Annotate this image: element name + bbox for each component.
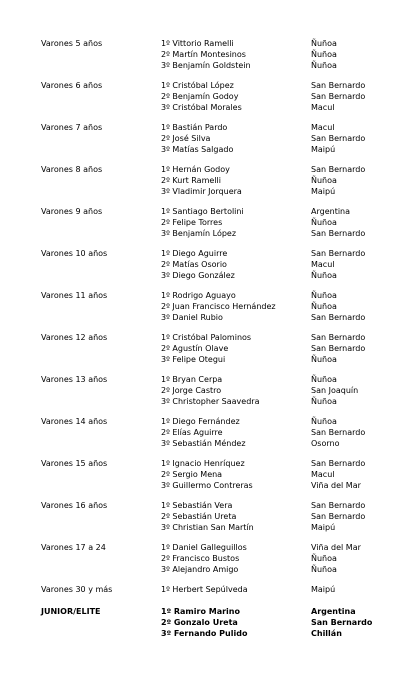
category-label: Varones 30 y más bbox=[41, 585, 113, 594]
athlete-name: 1º Cristóbal Palominos bbox=[161, 333, 252, 342]
athlete-name: 1º Bryan Cerpa bbox=[161, 375, 223, 384]
placings-list bbox=[161, 500, 391, 533]
placing-row bbox=[161, 301, 391, 312]
athlete-club: Ñuñoa bbox=[311, 375, 337, 384]
athlete-name: 1º Ignacio Henríquez bbox=[161, 459, 245, 468]
placing-row bbox=[161, 217, 391, 228]
athlete-club: Ñuñoa bbox=[311, 176, 337, 185]
athlete-name: 3º Diego González bbox=[161, 271, 235, 280]
category-group bbox=[41, 542, 391, 575]
results-list bbox=[41, 38, 391, 639]
athlete-club: Ñuñoa bbox=[311, 271, 337, 280]
athlete-club: Macul bbox=[311, 260, 335, 269]
placing-row bbox=[161, 49, 391, 60]
athlete-name: 1º Ramiro Marino bbox=[161, 607, 240, 616]
placing-row bbox=[161, 617, 391, 628]
athlete-club: San Bernardo bbox=[311, 512, 366, 521]
category-label: Varones 8 años bbox=[41, 165, 103, 174]
athlete-club: San Bernardo bbox=[311, 344, 366, 353]
placing-row bbox=[161, 164, 391, 175]
placing-row bbox=[161, 186, 391, 197]
placing-row bbox=[161, 396, 391, 407]
placings-list bbox=[161, 80, 391, 113]
athlete-club: San Bernardo bbox=[311, 333, 366, 342]
athlete-club: Ñuñoa bbox=[311, 302, 337, 311]
placings-list bbox=[161, 458, 391, 491]
placing-row bbox=[161, 542, 391, 553]
athlete-club: San Bernardo bbox=[311, 313, 366, 322]
athlete-club: San Bernardo bbox=[311, 165, 366, 174]
athlete-club: Ñuñoa bbox=[311, 39, 337, 48]
athlete-club: Ñuñoa bbox=[311, 61, 337, 70]
athlete-club: San Bernardo bbox=[311, 249, 366, 258]
placing-row bbox=[161, 259, 391, 270]
placings-list bbox=[161, 122, 391, 155]
athlete-club: Ñuñoa bbox=[311, 397, 337, 406]
placings-list bbox=[161, 374, 391, 407]
category-label: Varones 6 años bbox=[41, 81, 103, 90]
placing-row bbox=[161, 354, 391, 365]
category-label: Varones 17 a 24 bbox=[41, 543, 106, 552]
athlete-name: 1º Hernán Godoy bbox=[161, 165, 230, 174]
athlete-name: 2º Kurt Ramelli bbox=[161, 176, 221, 185]
placings-list bbox=[161, 416, 391, 449]
athlete-club: Macul bbox=[311, 123, 335, 132]
placing-row bbox=[161, 80, 391, 91]
category-group bbox=[41, 206, 391, 239]
athlete-club: Chillán bbox=[311, 629, 342, 638]
athlete-club: Maipú bbox=[311, 187, 336, 196]
athlete-club: Maipú bbox=[311, 145, 336, 154]
placings-list bbox=[161, 248, 391, 281]
athlete-name: 3º Benjamín Goldstein bbox=[161, 61, 251, 70]
placing-row bbox=[161, 270, 391, 281]
athlete-name: 1º Rodrigo Aguayo bbox=[161, 291, 236, 300]
category-group bbox=[41, 374, 391, 407]
athlete-name: 1º Diego Fernández bbox=[161, 417, 240, 426]
athlete-name: 3º Christian San Martín bbox=[161, 523, 254, 532]
athlete-club: San Bernardo bbox=[311, 459, 366, 468]
category-group bbox=[41, 606, 391, 639]
placings-list bbox=[161, 542, 391, 575]
category-group bbox=[41, 290, 391, 323]
athlete-club: Ñuñoa bbox=[311, 218, 337, 227]
athlete-name: 1º Cristóbal López bbox=[161, 81, 234, 90]
placings-list bbox=[161, 584, 391, 595]
placing-row bbox=[161, 606, 391, 617]
placing-row bbox=[161, 290, 391, 301]
category-group bbox=[41, 332, 391, 365]
placing-row bbox=[161, 343, 391, 354]
placing-row bbox=[161, 522, 391, 533]
athlete-name: 3º Fernando Pulido bbox=[161, 629, 248, 638]
placing-row bbox=[161, 91, 391, 102]
athlete-club: San Bernardo bbox=[311, 618, 373, 627]
athlete-club: Viña del Mar bbox=[311, 543, 361, 552]
athlete-club: Ñuñoa bbox=[311, 565, 337, 574]
athlete-name: 3º Guillermo Contreras bbox=[161, 481, 253, 490]
placing-row bbox=[161, 458, 391, 469]
category-group bbox=[41, 584, 391, 595]
placing-row bbox=[161, 438, 391, 449]
athlete-name: 1º Herbert Sepúlveda bbox=[161, 585, 248, 594]
athlete-club: San Bernardo bbox=[311, 428, 366, 437]
athlete-club: Ñuñoa bbox=[311, 554, 337, 563]
placing-row bbox=[161, 374, 391, 385]
athlete-name: 1º Bastián Pardo bbox=[161, 123, 228, 132]
athlete-club: Ñuñoa bbox=[311, 417, 337, 426]
placing-row bbox=[161, 553, 391, 564]
athlete-club: Macul bbox=[311, 103, 335, 112]
athlete-name: 2º Matías Osorio bbox=[161, 260, 227, 269]
placings-list bbox=[161, 332, 391, 365]
placing-row bbox=[161, 584, 391, 595]
athlete-club: Ñuñoa bbox=[311, 50, 337, 59]
placings-list bbox=[161, 290, 391, 323]
athlete-club: Osorno bbox=[311, 439, 340, 448]
category-label: Varones 11 años bbox=[41, 291, 108, 300]
athlete-club: Viña del Mar bbox=[311, 481, 361, 490]
category-label: Varones 13 años bbox=[41, 375, 108, 384]
placing-row bbox=[161, 228, 391, 239]
athlete-name: 2º Benjamín Godoy bbox=[161, 92, 239, 101]
athlete-name: 3º Vladimir Jorquera bbox=[161, 187, 242, 196]
athlete-name: 3º Daniel Rubio bbox=[161, 313, 223, 322]
athlete-name: 2º Gonzalo Ureta bbox=[161, 618, 238, 627]
placing-row bbox=[161, 102, 391, 113]
category-label: Varones 7 años bbox=[41, 123, 103, 132]
athlete-name: 3º Felipe Otegui bbox=[161, 355, 226, 364]
category-label: Varones 15 años bbox=[41, 459, 108, 468]
placing-row bbox=[161, 564, 391, 575]
category-label: Varones 9 años bbox=[41, 207, 103, 216]
category-label: Varones 12 años bbox=[41, 333, 108, 342]
category-group bbox=[41, 122, 391, 155]
athlete-name: 2º Francisco Bustos bbox=[161, 554, 240, 563]
placings-list bbox=[161, 164, 391, 197]
category-label: JUNIOR/ELITE bbox=[41, 607, 101, 616]
athlete-name: 1º Diego Aguirre bbox=[161, 249, 228, 258]
athlete-name: 1º Daniel Galleguillos bbox=[161, 543, 247, 552]
category-group bbox=[41, 164, 391, 197]
placing-row bbox=[161, 480, 391, 491]
placing-row bbox=[161, 628, 391, 639]
athlete-name: 3º Alejandro Amigo bbox=[161, 565, 239, 574]
category-group bbox=[41, 80, 391, 113]
category-label: Varones 16 años bbox=[41, 501, 108, 510]
placing-row bbox=[161, 332, 391, 343]
athlete-club: Ñuñoa bbox=[311, 291, 337, 300]
placing-row bbox=[161, 416, 391, 427]
placings-list bbox=[161, 38, 391, 71]
athlete-name: 2º Felipe Torres bbox=[161, 218, 223, 227]
athlete-club: San Joaquín bbox=[311, 386, 359, 395]
placing-row bbox=[161, 206, 391, 217]
athlete-name: 2º Sebastián Ureta bbox=[161, 512, 237, 521]
placing-row bbox=[161, 500, 391, 511]
athlete-club: San Bernardo bbox=[311, 134, 366, 143]
athlete-club: Maipú bbox=[311, 523, 336, 532]
athlete-name: 3º Sebastián Méndez bbox=[161, 439, 246, 448]
placing-row bbox=[161, 469, 391, 480]
athlete-club: Maipú bbox=[311, 585, 336, 594]
athlete-name: 2º Agustín Olave bbox=[161, 344, 229, 353]
placing-row bbox=[161, 60, 391, 71]
category-label: Varones 10 años bbox=[41, 249, 108, 258]
category-group bbox=[41, 416, 391, 449]
placing-row bbox=[161, 133, 391, 144]
placing-row bbox=[161, 144, 391, 155]
athlete-club: San Bernardo bbox=[311, 229, 366, 238]
athlete-name: 3º Matías Salgado bbox=[161, 145, 234, 154]
placing-row bbox=[161, 427, 391, 438]
placing-row bbox=[161, 175, 391, 186]
category-group bbox=[41, 500, 391, 533]
placing-row bbox=[161, 312, 391, 323]
athlete-name: 3º Cristóbal Morales bbox=[161, 103, 242, 112]
category-label: Varones 14 años bbox=[41, 417, 108, 426]
athlete-club: San Bernardo bbox=[311, 92, 366, 101]
athlete-name: 3º Christopher Saavedra bbox=[161, 397, 260, 406]
athlete-name: 2º Juan Francisco Hernández bbox=[161, 302, 276, 311]
athlete-name: 1º Vittorio Ramelli bbox=[161, 39, 234, 48]
athlete-name: 2º Elías Aguirre bbox=[161, 428, 223, 437]
placings-list bbox=[161, 606, 391, 639]
athlete-club: San Bernardo bbox=[311, 81, 366, 90]
placing-row bbox=[161, 122, 391, 133]
athlete-club: Argentina bbox=[311, 207, 351, 216]
athlete-club: Argentina bbox=[311, 607, 356, 616]
athlete-name: 2º Martín Montesinos bbox=[161, 50, 246, 59]
category-label: Varones 5 años bbox=[41, 39, 103, 48]
placing-row bbox=[161, 385, 391, 396]
athlete-club: San Bernardo bbox=[311, 501, 366, 510]
placing-row bbox=[161, 248, 391, 259]
athlete-name: 2º Jorge Castro bbox=[161, 386, 222, 395]
category-group bbox=[41, 248, 391, 281]
athlete-name: 3º Benjamín López bbox=[161, 229, 237, 238]
athlete-name: 1º Santiago Bertolini bbox=[161, 207, 244, 216]
athlete-club: Macul bbox=[311, 470, 335, 479]
athlete-name: 1º Sebastián Vera bbox=[161, 501, 233, 510]
athlete-name: 2º Sergio Mena bbox=[161, 470, 223, 479]
athlete-club: Ñuñoa bbox=[311, 355, 337, 364]
athlete-name: 2º José Silva bbox=[161, 134, 211, 143]
placing-row bbox=[161, 38, 391, 49]
category-group bbox=[41, 458, 391, 491]
category-group bbox=[41, 38, 391, 71]
placing-row bbox=[161, 511, 391, 522]
placings-list bbox=[161, 206, 391, 239]
